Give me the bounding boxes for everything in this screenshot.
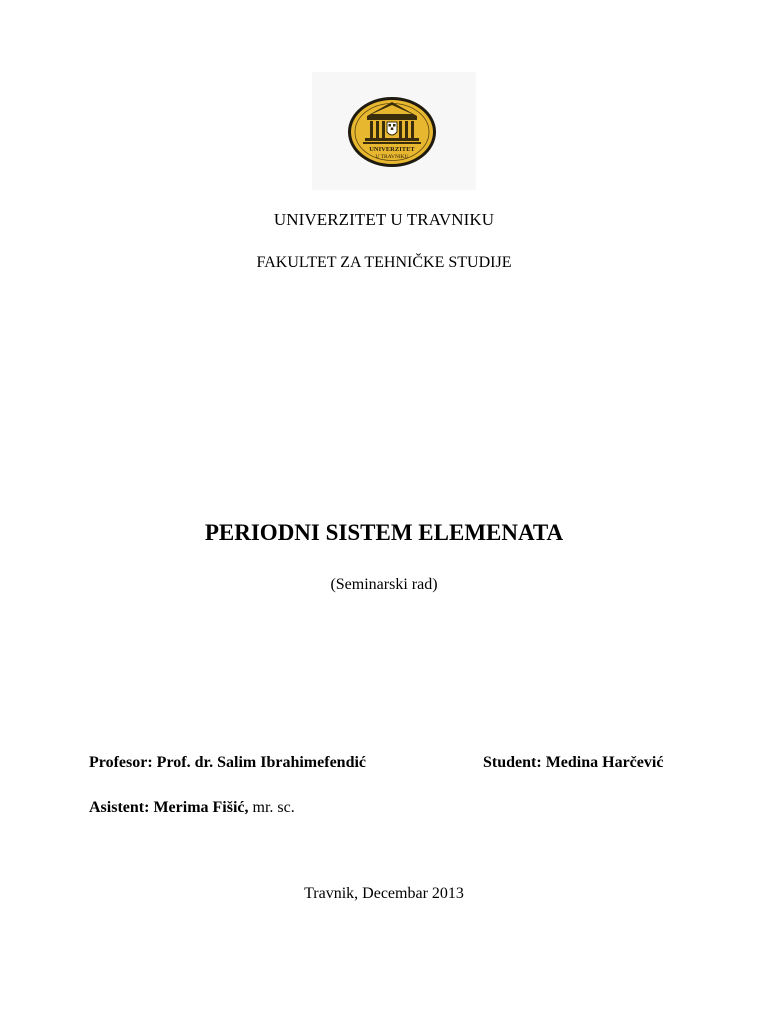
university-name: UNIVERZITET U TRAVNIKU bbox=[273, 210, 495, 229]
place-date: Travnik, Decembar 2013 bbox=[304, 885, 464, 902]
student-label: Student: bbox=[483, 754, 542, 771]
assistant-label: Asistent: bbox=[89, 799, 150, 816]
professor-label: Profesor: bbox=[89, 754, 153, 771]
logo-text-line2: U TRAVNIKU bbox=[375, 154, 409, 160]
document-title: PERIODNI SISTEM ELEMENATA bbox=[204, 520, 564, 545]
assistant-title: mr. sc. bbox=[252, 799, 295, 816]
student-name: Medina Harčević bbox=[545, 754, 664, 771]
logo-text-line1: UNIVERZITET bbox=[369, 146, 415, 153]
document-subtitle: (Seminarski rad) bbox=[330, 576, 438, 593]
professor-name: Prof. dr. Salim Ibrahimefendić bbox=[156, 754, 367, 771]
university-seal-icon bbox=[312, 72, 476, 190]
professor-line bbox=[89, 754, 366, 772]
assistant-line bbox=[89, 799, 295, 817]
student-line bbox=[483, 754, 663, 772]
university-logo bbox=[312, 72, 476, 190]
assistant-name: Merima Fišić, bbox=[153, 799, 249, 816]
faculty-name: FAKULTET ZA TEHNIČKE STUDIJE bbox=[256, 254, 512, 271]
